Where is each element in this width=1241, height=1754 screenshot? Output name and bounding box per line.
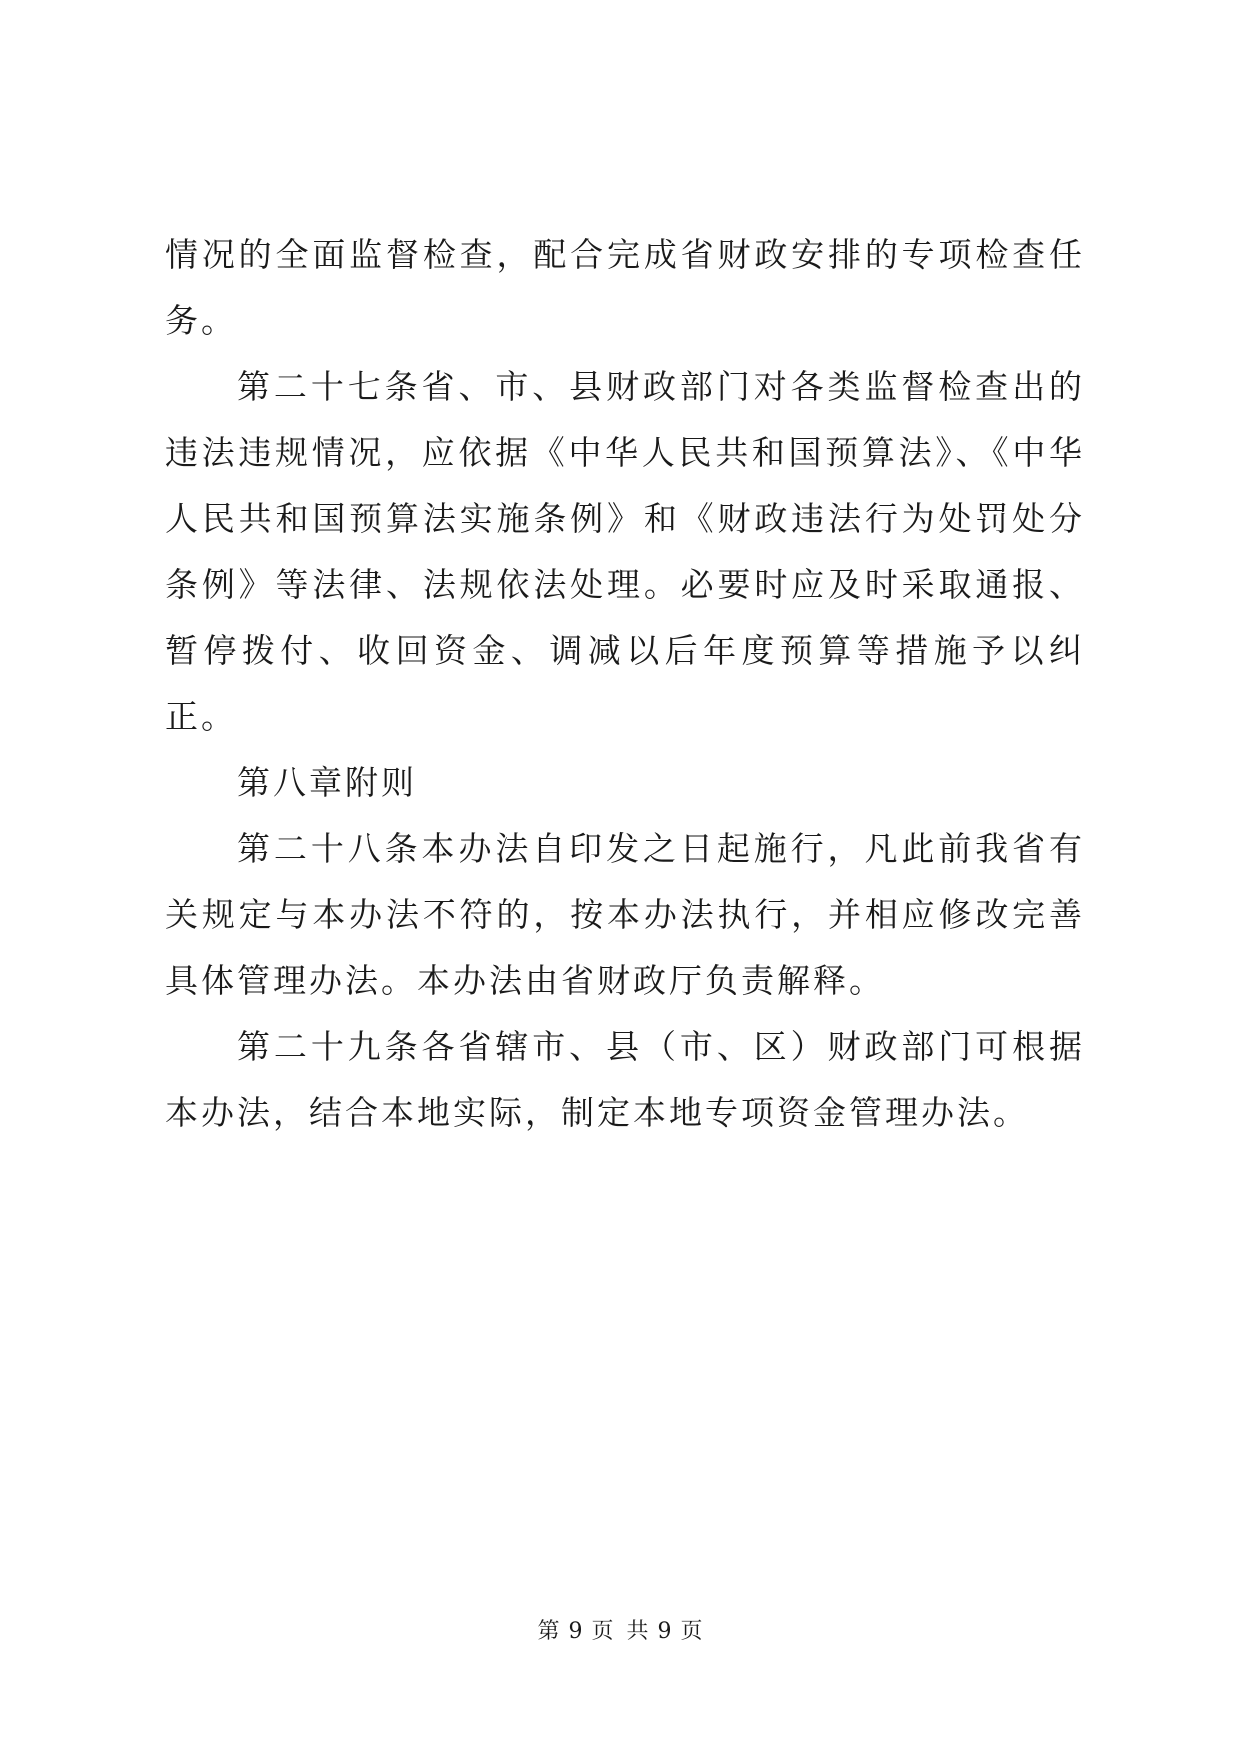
page-footer: [0, 1617, 1241, 1647]
document-body: [165, 222, 1085, 1146]
paragraph-continuation: 情况的全面监督检查，配合完成省财政安排的专项检查任务。: [165, 235, 1085, 340]
paragraph-article-29: 第二十九条各省辖市、县（市、区）财政部门可根据本办法，结合本地实际，制定本地专项资金管理办法。: [165, 1027, 1085, 1132]
chapter-heading: 第八章附则: [237, 763, 417, 802]
page-number-current: 第 9 页: [537, 1619, 615, 1644]
page-number-total: 共 9 页: [626, 1619, 704, 1644]
paragraph-article-28: 第二十八条本办法自印发之日起施行，凡此前我省有关规定与本办法不符的，按本办法执行，并相应修改完善具体管理办法。本办法由省财政厅负责解释。: [165, 829, 1085, 1000]
paragraph-article-27: 第二十七条省、市、县财政部门对各类监督检查出的违法违规情况，应依据《中华人民共和国预算法》、《中华人民共和国预算法实施条例》和《财政违法行为处罚处分条例》等法律、法规依法处理。必要时应及时采取通报、暂停拨付、收回资金、调减以后年度预算等措施予以纠正。: [165, 367, 1085, 736]
